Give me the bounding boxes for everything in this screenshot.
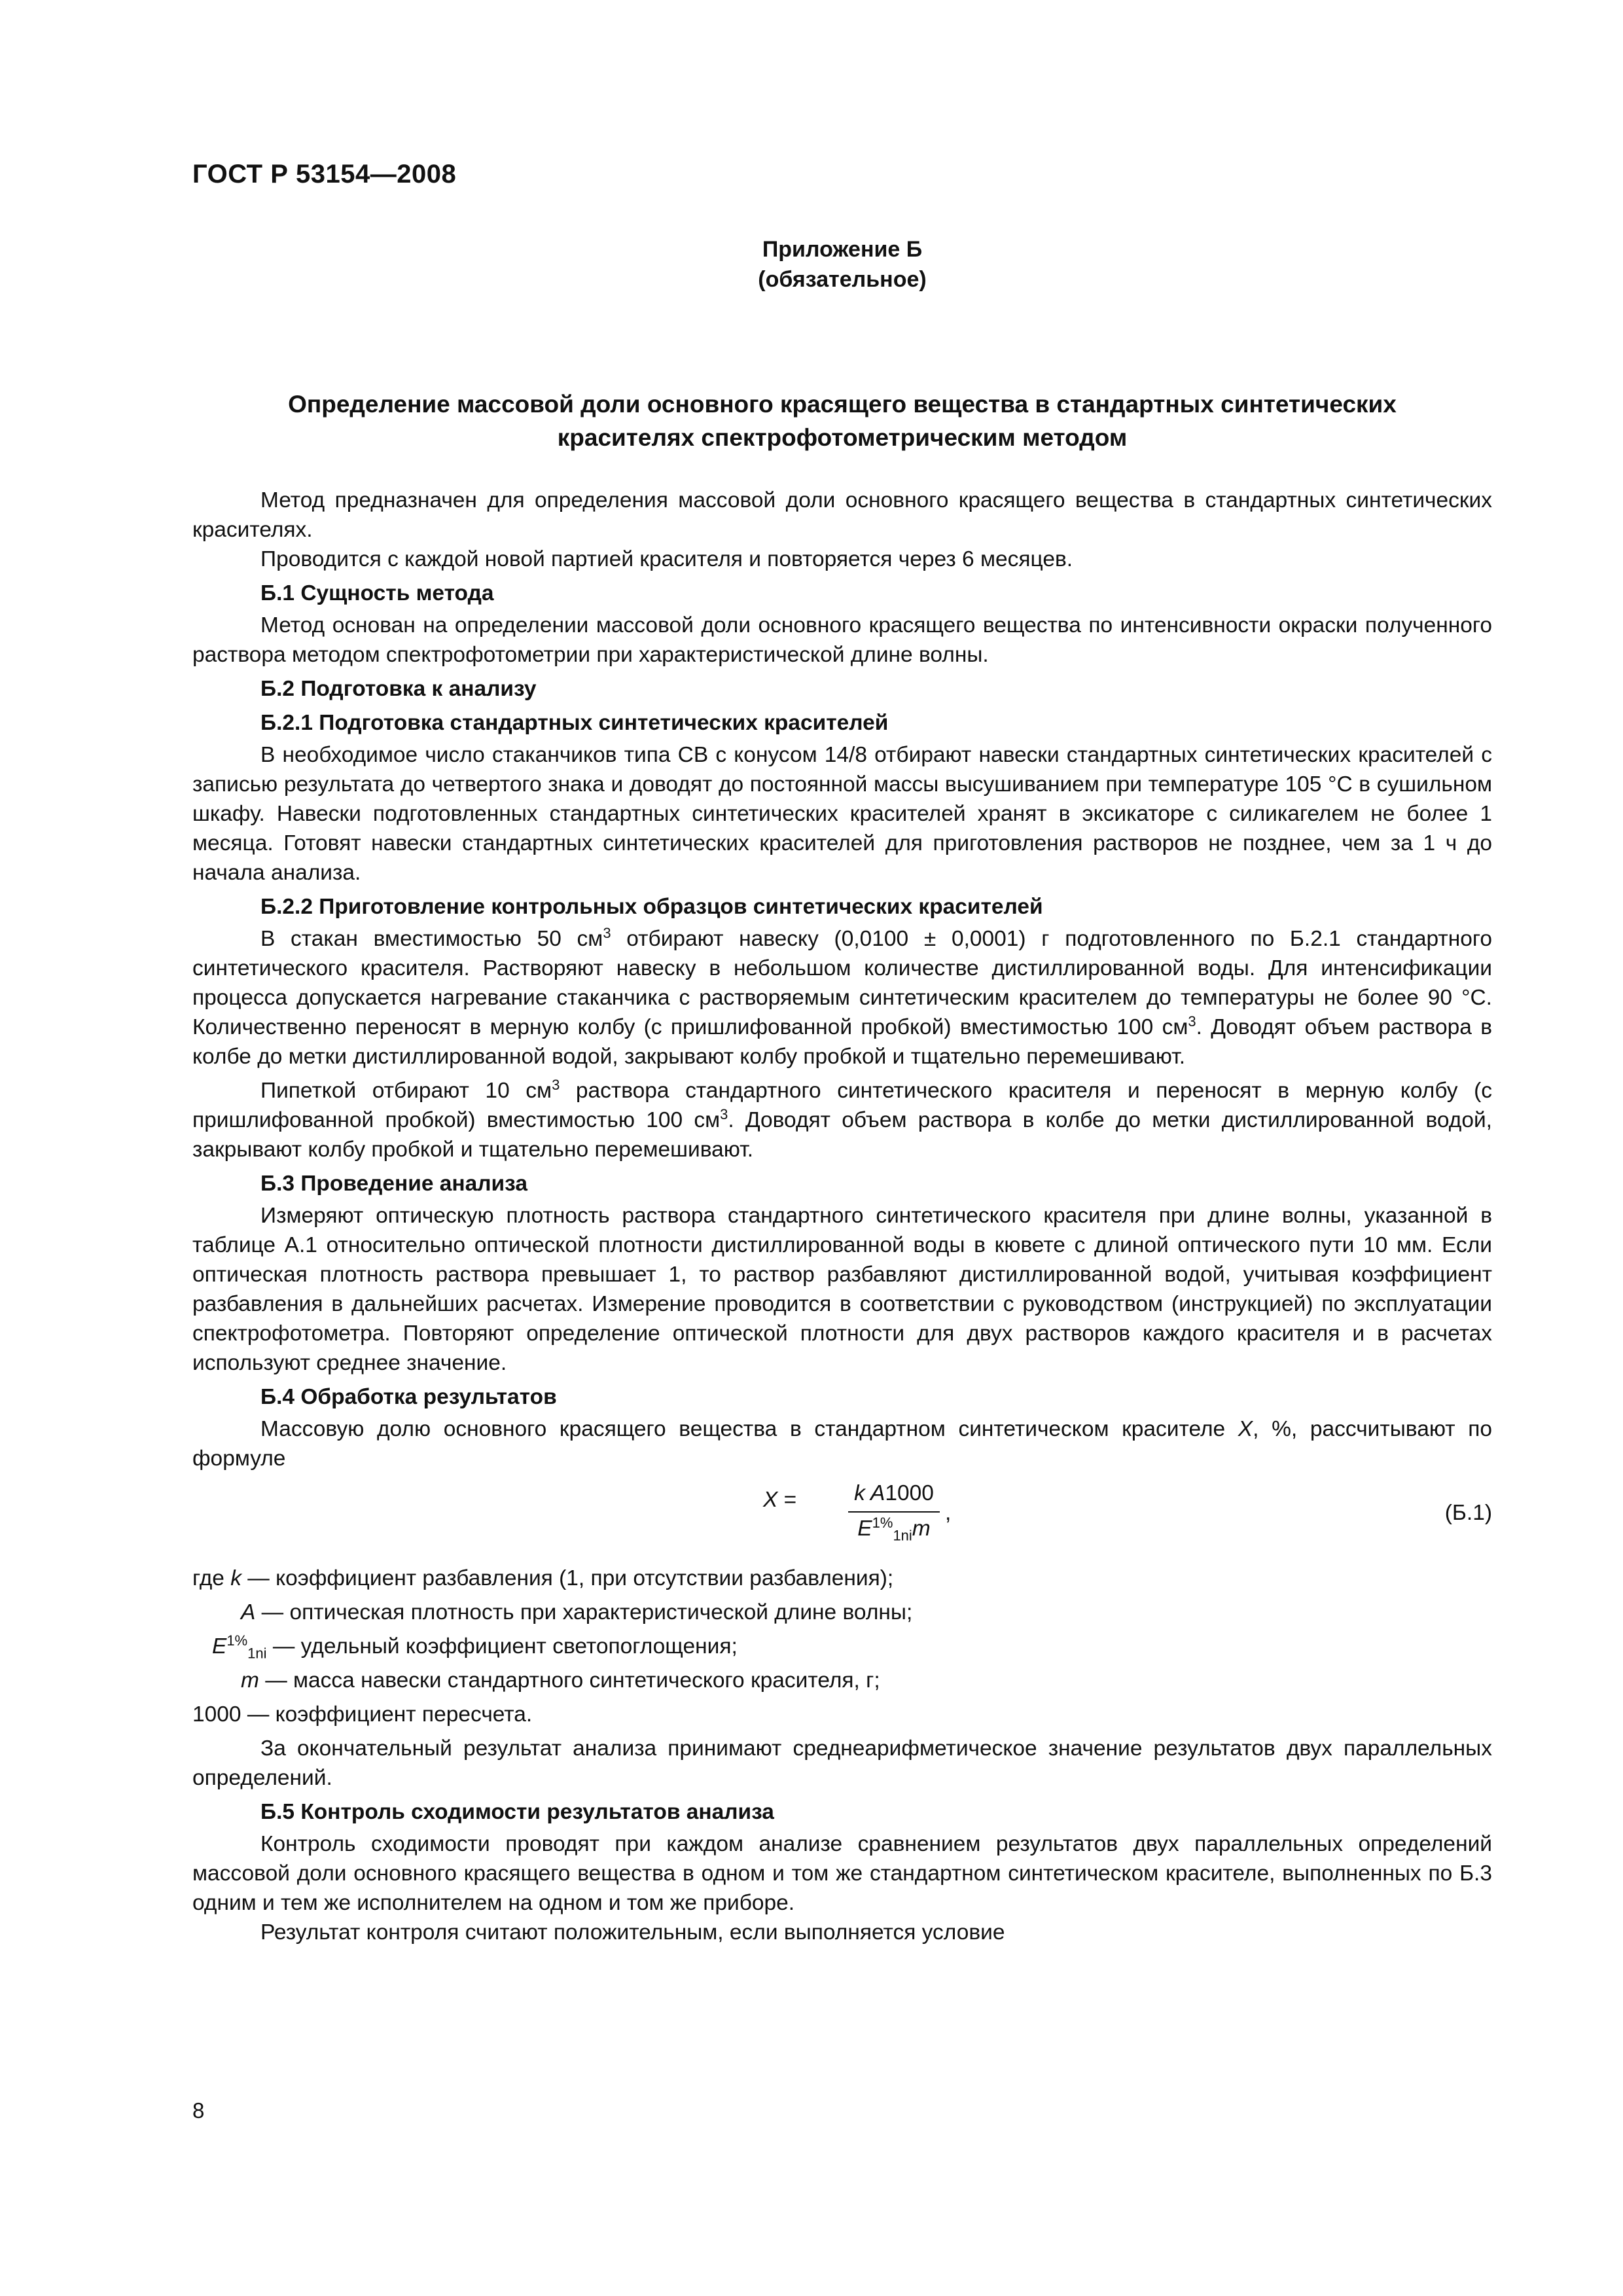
legend-a [241, 1598, 912, 1627]
legend-k-text: — коэффициент разбавления (1, при отсутствии разбавления); [241, 1566, 894, 1590]
numerator-a: A [865, 1481, 885, 1505]
legend-e [212, 1632, 738, 1661]
intro-paragraph-1: Метод предназначен для определения массовой доли основного красящего вещества в стандартных синтетических красителях. [192, 488, 1492, 542]
b22-p2-part-a: Пипеткой отбирают 10 см [260, 1079, 552, 1103]
section-b1-heading: Б.1 Сущность метода [260, 581, 494, 605]
section-b3-paragraph: Измеряют оптическую плотность раствора стандартного синтетического красителя при длине волны, указанной в таблице А.1 относительно оптической плотности дистиллированной воды в кювете с длиной оптического пути 10 мм. Если оптическая плотность раствора превышает 1, то раствор разбавляют дистиллированной водой, учитывая коэффициент разбавления в дальнейших расчетах. Измерение проводится в соответствии с руководством (инструкцией) по эксплуатации спектрофотометра. Повторяют определение оптической плотности для двух растворов каждого красителя и в расчетах используют среднее значение. [192, 1204, 1492, 1375]
legend-e-symbol: E [212, 1634, 227, 1659]
intro-paragraph-2: Проводится с каждой новой партией красителя и повторяется через 6 месяцев. [260, 547, 1073, 571]
section-b22-paragraph-1 [192, 924, 1492, 1071]
b22-p2-superscript-2: 3 [720, 1105, 728, 1122]
section-b5-paragraph-2: Результат контроля считают положительным, если выполняется условие [260, 1920, 1005, 1945]
legend-a-text: — оптическая плотность при характеристической длине волны; [255, 1600, 913, 1624]
section-b2-heading: Б.2 Подготовка к анализу [260, 677, 537, 701]
legend-m-symbol: m [241, 1668, 259, 1693]
main-title-line-2: красителях спектрофотометрическим методом [557, 424, 1128, 451]
section-b3-heading: Б.3 Проведение анализа [260, 1172, 527, 1196]
section-b21-heading: Б.2.1 Подготовка стандартных синтетических красителей [260, 711, 889, 735]
section-b4-paragraph-1 [192, 1414, 1492, 1473]
denominator-subscript: 1ni [893, 1527, 912, 1544]
legend-k-symbol: k [230, 1566, 241, 1590]
numerator-1000: 1000 [885, 1481, 934, 1505]
legend-row-k [192, 1564, 1492, 1598]
formula-number: (Б.1) [1444, 1501, 1492, 1525]
numerator-k: k [854, 1481, 865, 1505]
denominator-m: m [912, 1516, 931, 1541]
annex-title: Приложение Б [762, 237, 923, 262]
legend-row-a [192, 1598, 1492, 1632]
document-body [192, 486, 1492, 1947]
denominator-e: E [857, 1516, 872, 1541]
legend-1000-symbol: 1000 [192, 1702, 241, 1727]
b4-p1-variable: X [1238, 1417, 1253, 1441]
section-b4-paragraph-2: За окончательный результат анализа принимают среднеарифметическое значение результатов двух параллельных определений. [192, 1736, 1492, 1790]
section-b5-heading: Б.5 Контроль сходимости результатов анализа [260, 1800, 774, 1824]
b22-p1-superscript-2: 3 [1188, 1013, 1196, 1030]
formula-denominator [848, 1514, 940, 1543]
legend-m [241, 1666, 880, 1695]
formula-equals: = [777, 1488, 797, 1512]
section-b21-paragraph: В необходимое число стаканчиков типа СВ с конусом 14/8 отбирают навески стандартных синтетических красителей с записью результата до четвертого знака и доводят до постоянной массы высушиванием при температуре 105 °С в сушильном шкафу. Навески подготовленных стандартных синтетических красителей хранят в эксикаторе с силикагелем не более 1 месяца. Готовят навески стандартных синтетических красителей для приготовления растворов не позднее, чем за 1 ч до начала анализа. [192, 743, 1492, 885]
formula-lhs [763, 1485, 796, 1515]
legend-row-e [192, 1632, 1492, 1666]
b22-p1-part-b: отбирают навеску (0,0100 ± 0,0001) г подготовленного по Б.2.1 стандартного синтетического красителя. Растворяют навеску в небольшом количестве дистиллированной воды. Для интенсификации процесса допускается нагревание стаканчика с растворяемым синтетическим красителем до температуры не более 90 °С. Количественно переносят в мерную колбу (с пришлифованной пробкой) вместимостью 100 см [192, 927, 1493, 1039]
fraction-bar [848, 1511, 940, 1513]
formula-b1 [192, 1479, 1492, 1560]
denominator-superscript: 1% [872, 1514, 893, 1531]
legend-row-1000 [192, 1700, 1492, 1734]
formula-legend [192, 1564, 1492, 1734]
section-b1-paragraph: Метод основан на определении массовой доли основного красящего вещества по интенсивности окраски полученного раствора методом спектрофотометрии при характеристической длине волны. [192, 613, 1492, 667]
standard-code: ГОСТ Р 53154—2008 [192, 160, 457, 188]
b4-p1-part-b: , %, рассчитывают по формуле [192, 1417, 1492, 1471]
legend-m-text: — масса навески стандартного синтетического красителя, г; [259, 1668, 880, 1693]
b22-p2-part-c: . Доводят объем раствора в колбе до метки дистиллированной водой, закрывают колбу пробкой и тщательно перемешивают. [192, 1108, 1492, 1162]
legend-e-superscript: 1% [226, 1632, 248, 1649]
b4-p1-part-a: Массовую долю основного красящего вещества в стандартном синтетическом красителе [260, 1417, 1238, 1441]
legend-e-text: — удельный коэффициент светопоглощения; [266, 1634, 738, 1659]
page-number: 8 [192, 2098, 205, 2123]
legend-a-symbol: A [241, 1600, 256, 1624]
b22-p2-superscript: 3 [552, 1076, 560, 1093]
section-b22-paragraph-2 [192, 1076, 1492, 1164]
section-b5-paragraph-1: Контроль сходимости проводят при каждом анализе сравнением результатов двух параллельных определений массовой доли основного красящего вещества в одном и том же стандартном синтетическом красителе, выполненных по Б.3 одним и тем же исполнителем на одном и том же приборе. [192, 1832, 1492, 1915]
b22-p1-part-c: . Доводят объем раствора в колбе до метки дистиллированной водой, закрывают колбу пробкой и тщательно перемешивают. [192, 1015, 1492, 1069]
legend-lead: где [192, 1566, 231, 1590]
b22-p1-part-a: В стакан вместимостью 50 см [260, 927, 603, 951]
b22-p1-superscript: 3 [603, 924, 611, 941]
b22-p2-part-b: раствора стандартного синтетического красителя и переносят в мерную колбу (с пришлифованной пробкой) вместимостью 100 см [192, 1079, 1492, 1132]
legend-e-subscript: 1ni [247, 1645, 267, 1662]
formula-comma: , [945, 1501, 952, 1525]
legend-1000 [192, 1700, 532, 1729]
formula-numerator [848, 1479, 940, 1508]
formula-lhs-variable: X [763, 1488, 778, 1512]
legend-k [192, 1564, 893, 1593]
annex-note: (обязательное) [758, 267, 927, 292]
legend-row-m [192, 1666, 1492, 1700]
section-b4-heading: Б.4 Обработка результатов [260, 1385, 557, 1409]
main-title-line-1: Определение массовой доли основного красящего вещества в стандартных синтетических [288, 391, 1397, 418]
legend-1000-text: — коэффициент пересчета. [241, 1702, 533, 1727]
appendix-main-title [192, 387, 1492, 454]
section-b22-heading: Б.2.2 Приготовление контрольных образцов синтетических красителей [260, 895, 1043, 919]
